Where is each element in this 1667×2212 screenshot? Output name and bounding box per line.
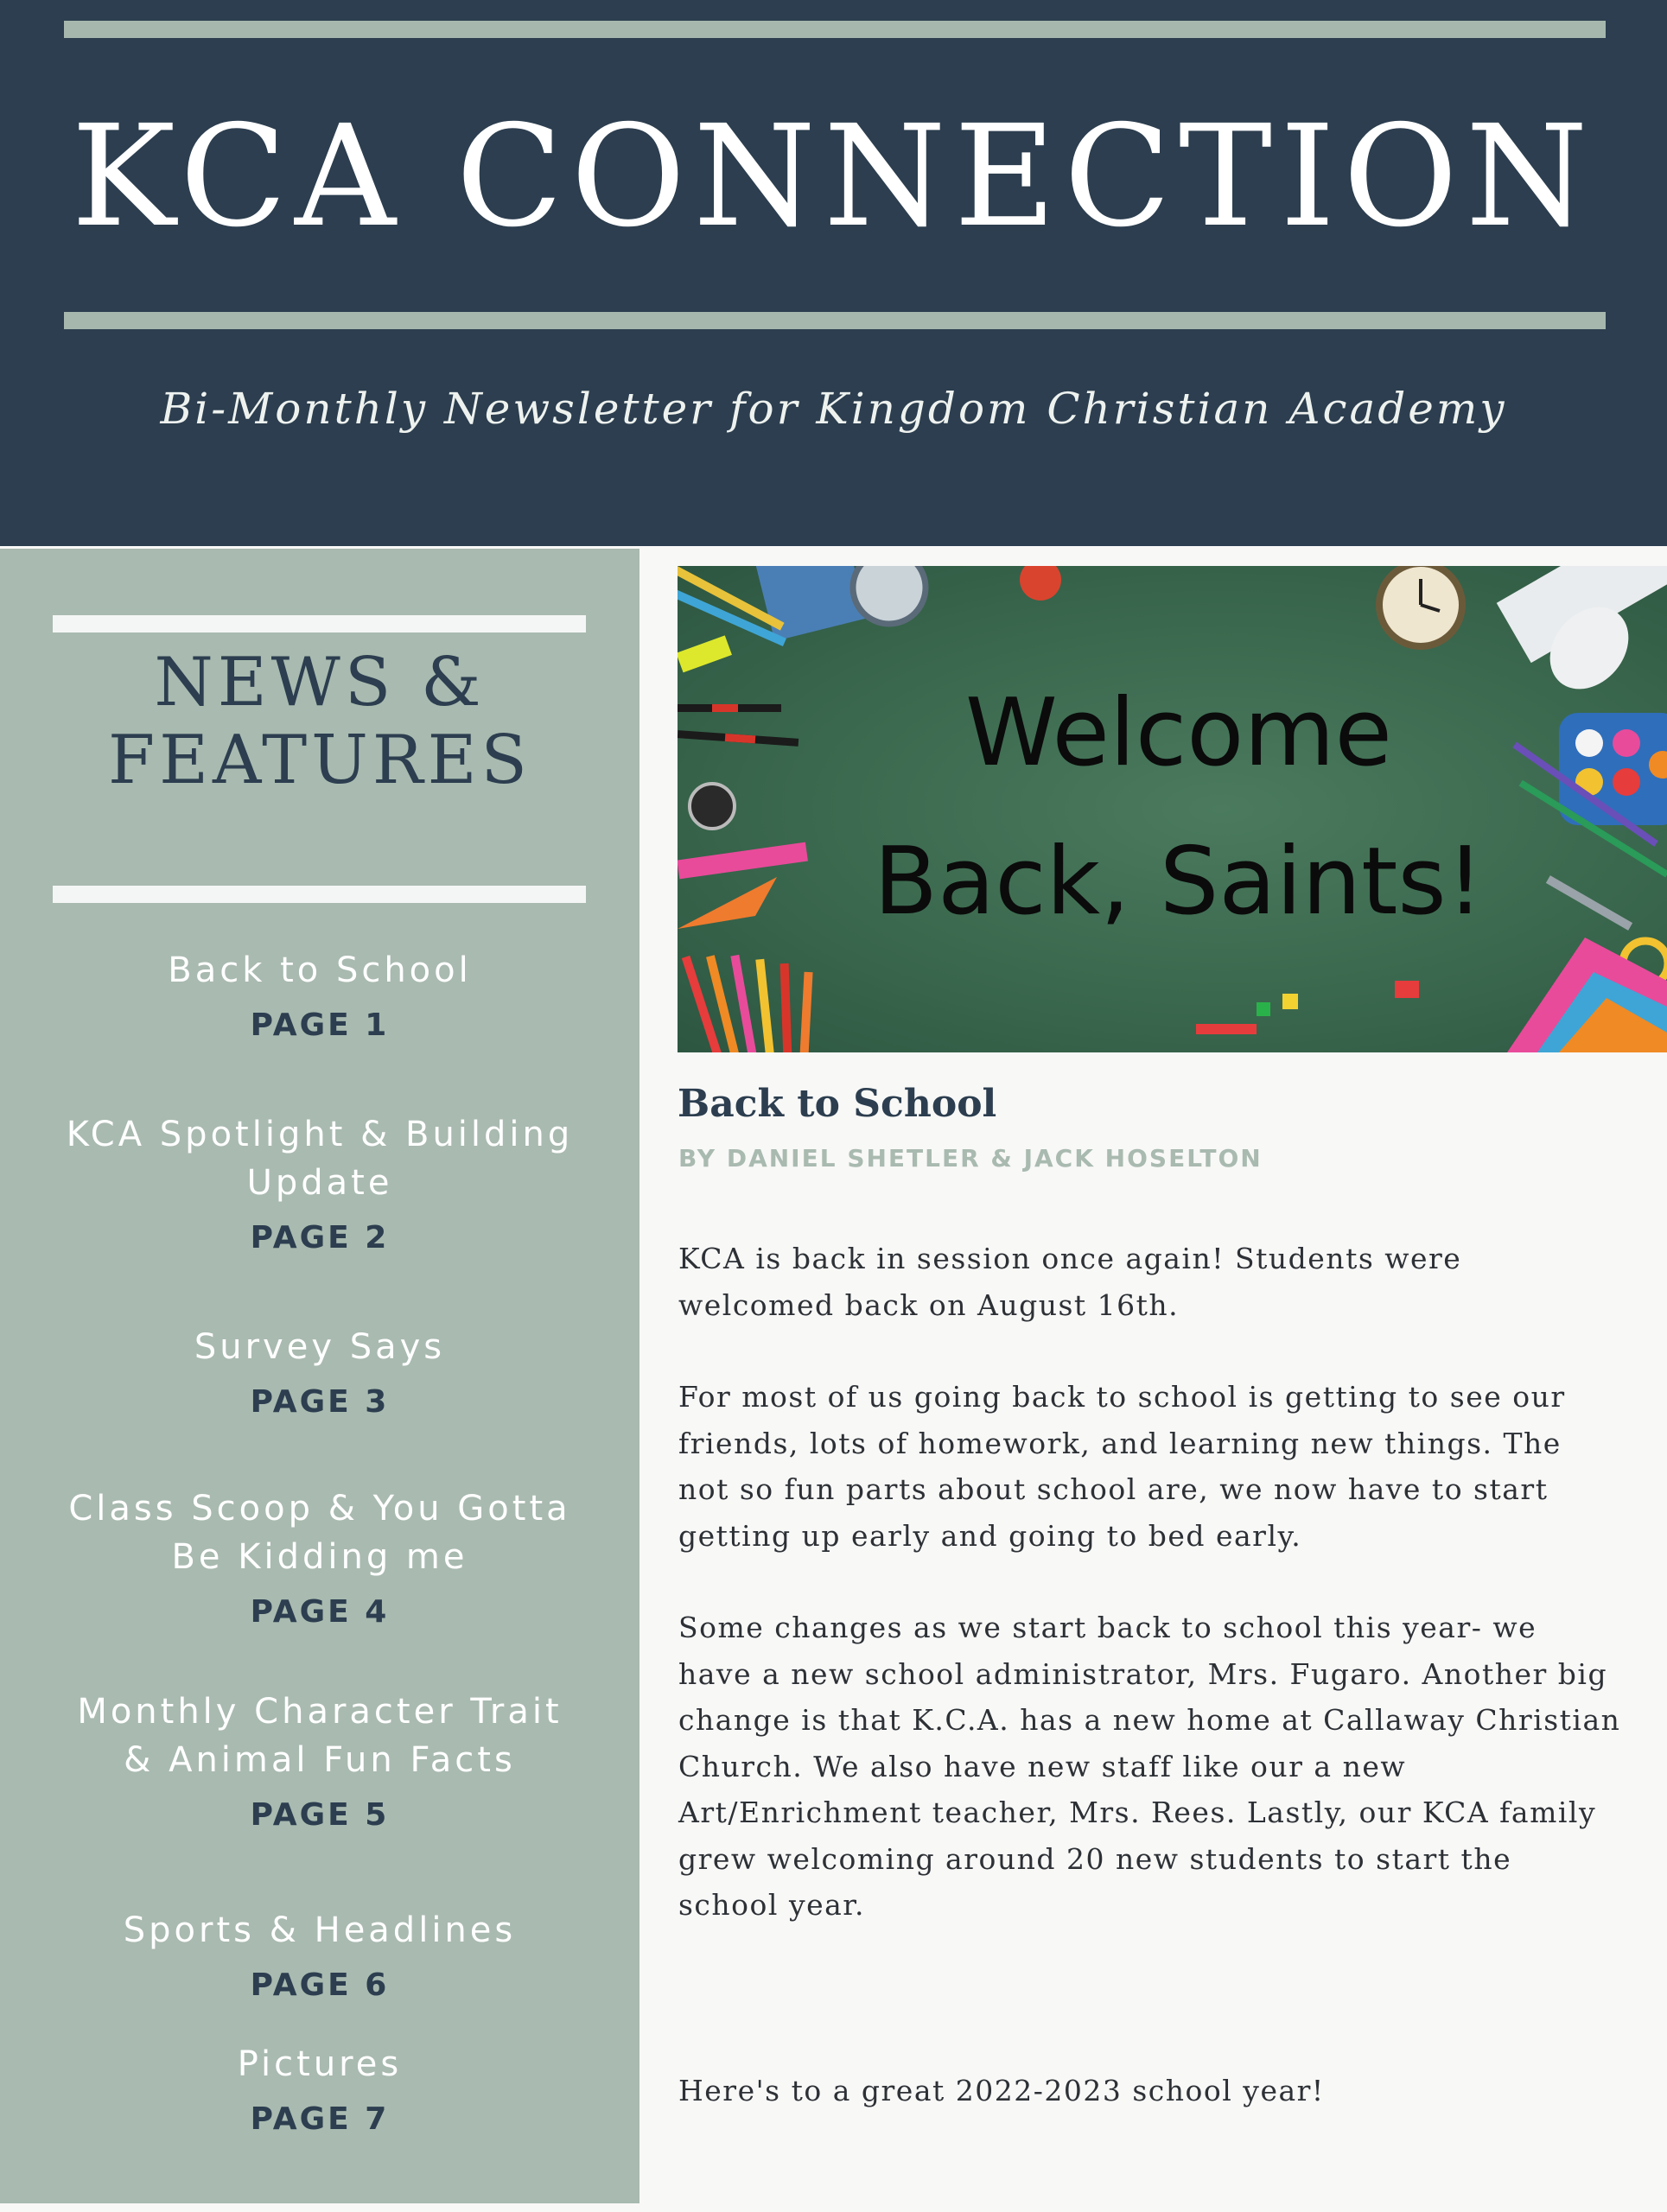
toc-item-label: Sports & Headlines bbox=[123, 1910, 517, 1950]
text-line: change is that K.C.A. has a new home at Callaway Christian bbox=[678, 1703, 1621, 1737]
text-line: school year. bbox=[678, 1888, 865, 1922]
table-of-contents bbox=[0, 549, 639, 2203]
welcome-line1: Welcome bbox=[964, 679, 1392, 787]
toc-item-label: Back to School bbox=[168, 950, 472, 990]
welcome-line2: Back, Saints! bbox=[874, 828, 1484, 936]
article-paragraph-1 bbox=[678, 1236, 1659, 1328]
article-closing: Here's to a great 2022-2023 school year! bbox=[678, 2074, 1325, 2107]
text-line: Art/Enrichment teacher, Mrs. Rees. Lastly, our KCA family bbox=[678, 1796, 1597, 1829]
toc-item-label-cont: & Animal Fun Facts bbox=[124, 1740, 516, 1780]
toc-item-page: PAGE 3 bbox=[250, 1384, 390, 1420]
text-line: getting up early and going to bed early. bbox=[678, 1518, 1302, 1553]
toc-top-rule bbox=[53, 615, 586, 632]
welcome-banner-text bbox=[833, 659, 1524, 957]
toc-heading-line1: NEWS & bbox=[154, 644, 486, 721]
toc-item-label: Survey Says bbox=[194, 1327, 446, 1367]
text-line: grew welcoming around 20 new students to start the bbox=[678, 1841, 1512, 1876]
toc-item-back-to-school[interactable] bbox=[35, 946, 605, 1046]
toc-item-character-trait[interactable] bbox=[35, 1688, 605, 1836]
text-line: Church. We also have new staff like our a new bbox=[678, 1749, 1407, 1783]
toc-item-page: PAGE 1 bbox=[250, 1007, 390, 1043]
text-line: have a new school administrator, Mrs. Fugaro. Another big bbox=[678, 1656, 1608, 1691]
article-title: Back to School bbox=[678, 1082, 997, 1126]
toc-heading-line2: FEATURES bbox=[108, 721, 531, 799]
text-line: KCA is back in session once again! Students were bbox=[678, 1242, 1462, 1275]
newsletter-subtitle: Bi-Monthly Newsletter for Kingdom Christian Academy bbox=[160, 384, 1507, 434]
toc-item-page: PAGE 4 bbox=[250, 1594, 390, 1630]
text-line: welcomed back on August 16th. bbox=[678, 1287, 1180, 1322]
welcome-banner-image bbox=[678, 566, 1667, 1052]
toc-item-label-cont: Update bbox=[246, 1163, 393, 1203]
toc-item-label: Monthly Character Trait bbox=[77, 1692, 563, 1732]
toc-item-class-scoop[interactable] bbox=[35, 1484, 605, 1633]
toc-item-sports-headlines[interactable] bbox=[35, 1906, 605, 2006]
article-paragraph-3 bbox=[678, 1605, 1659, 1929]
text-line: friends, lots of homework, and learning new things. The bbox=[678, 1426, 1562, 1460]
toc-item-pictures[interactable] bbox=[35, 2040, 605, 2140]
article-paragraph-2 bbox=[678, 1374, 1659, 1559]
toc-item-page: PAGE 2 bbox=[250, 1220, 390, 1255]
text-line: For most of us going back to school is getting to see our bbox=[678, 1380, 1566, 1414]
toc-item-label: Class Scoop & You Gotta bbox=[68, 1489, 571, 1529]
text-line: not so fun parts about school are, we now have to start bbox=[678, 1472, 1549, 1506]
toc-item-label: KCA Spotlight & Building bbox=[66, 1115, 574, 1154]
masthead-bottom-rule bbox=[64, 312, 1606, 329]
toc-item-page: PAGE 6 bbox=[250, 1967, 390, 2003]
toc-item-kca-spotlight[interactable] bbox=[35, 1110, 605, 1259]
toc-item-label-cont: Be Kidding me bbox=[171, 1537, 468, 1577]
toc-item-survey-says[interactable] bbox=[35, 1323, 605, 1423]
toc-item-label: Pictures bbox=[237, 2044, 403, 2084]
text-line: Some changes as we start back to school this year- we bbox=[678, 1611, 1537, 1644]
masthead bbox=[0, 0, 1667, 546]
masthead-top-rule bbox=[64, 21, 1606, 38]
toc-heading bbox=[0, 644, 639, 799]
toc-item-page: PAGE 7 bbox=[250, 2101, 390, 2137]
article-byline: BY DANIEL SHETLER & JACK HOSELTON bbox=[678, 1144, 1263, 1173]
toc-item-page: PAGE 5 bbox=[250, 1797, 390, 1833]
toc-bottom-rule bbox=[53, 886, 586, 903]
newsletter-title: KCA CONNECTION bbox=[71, 96, 1596, 258]
